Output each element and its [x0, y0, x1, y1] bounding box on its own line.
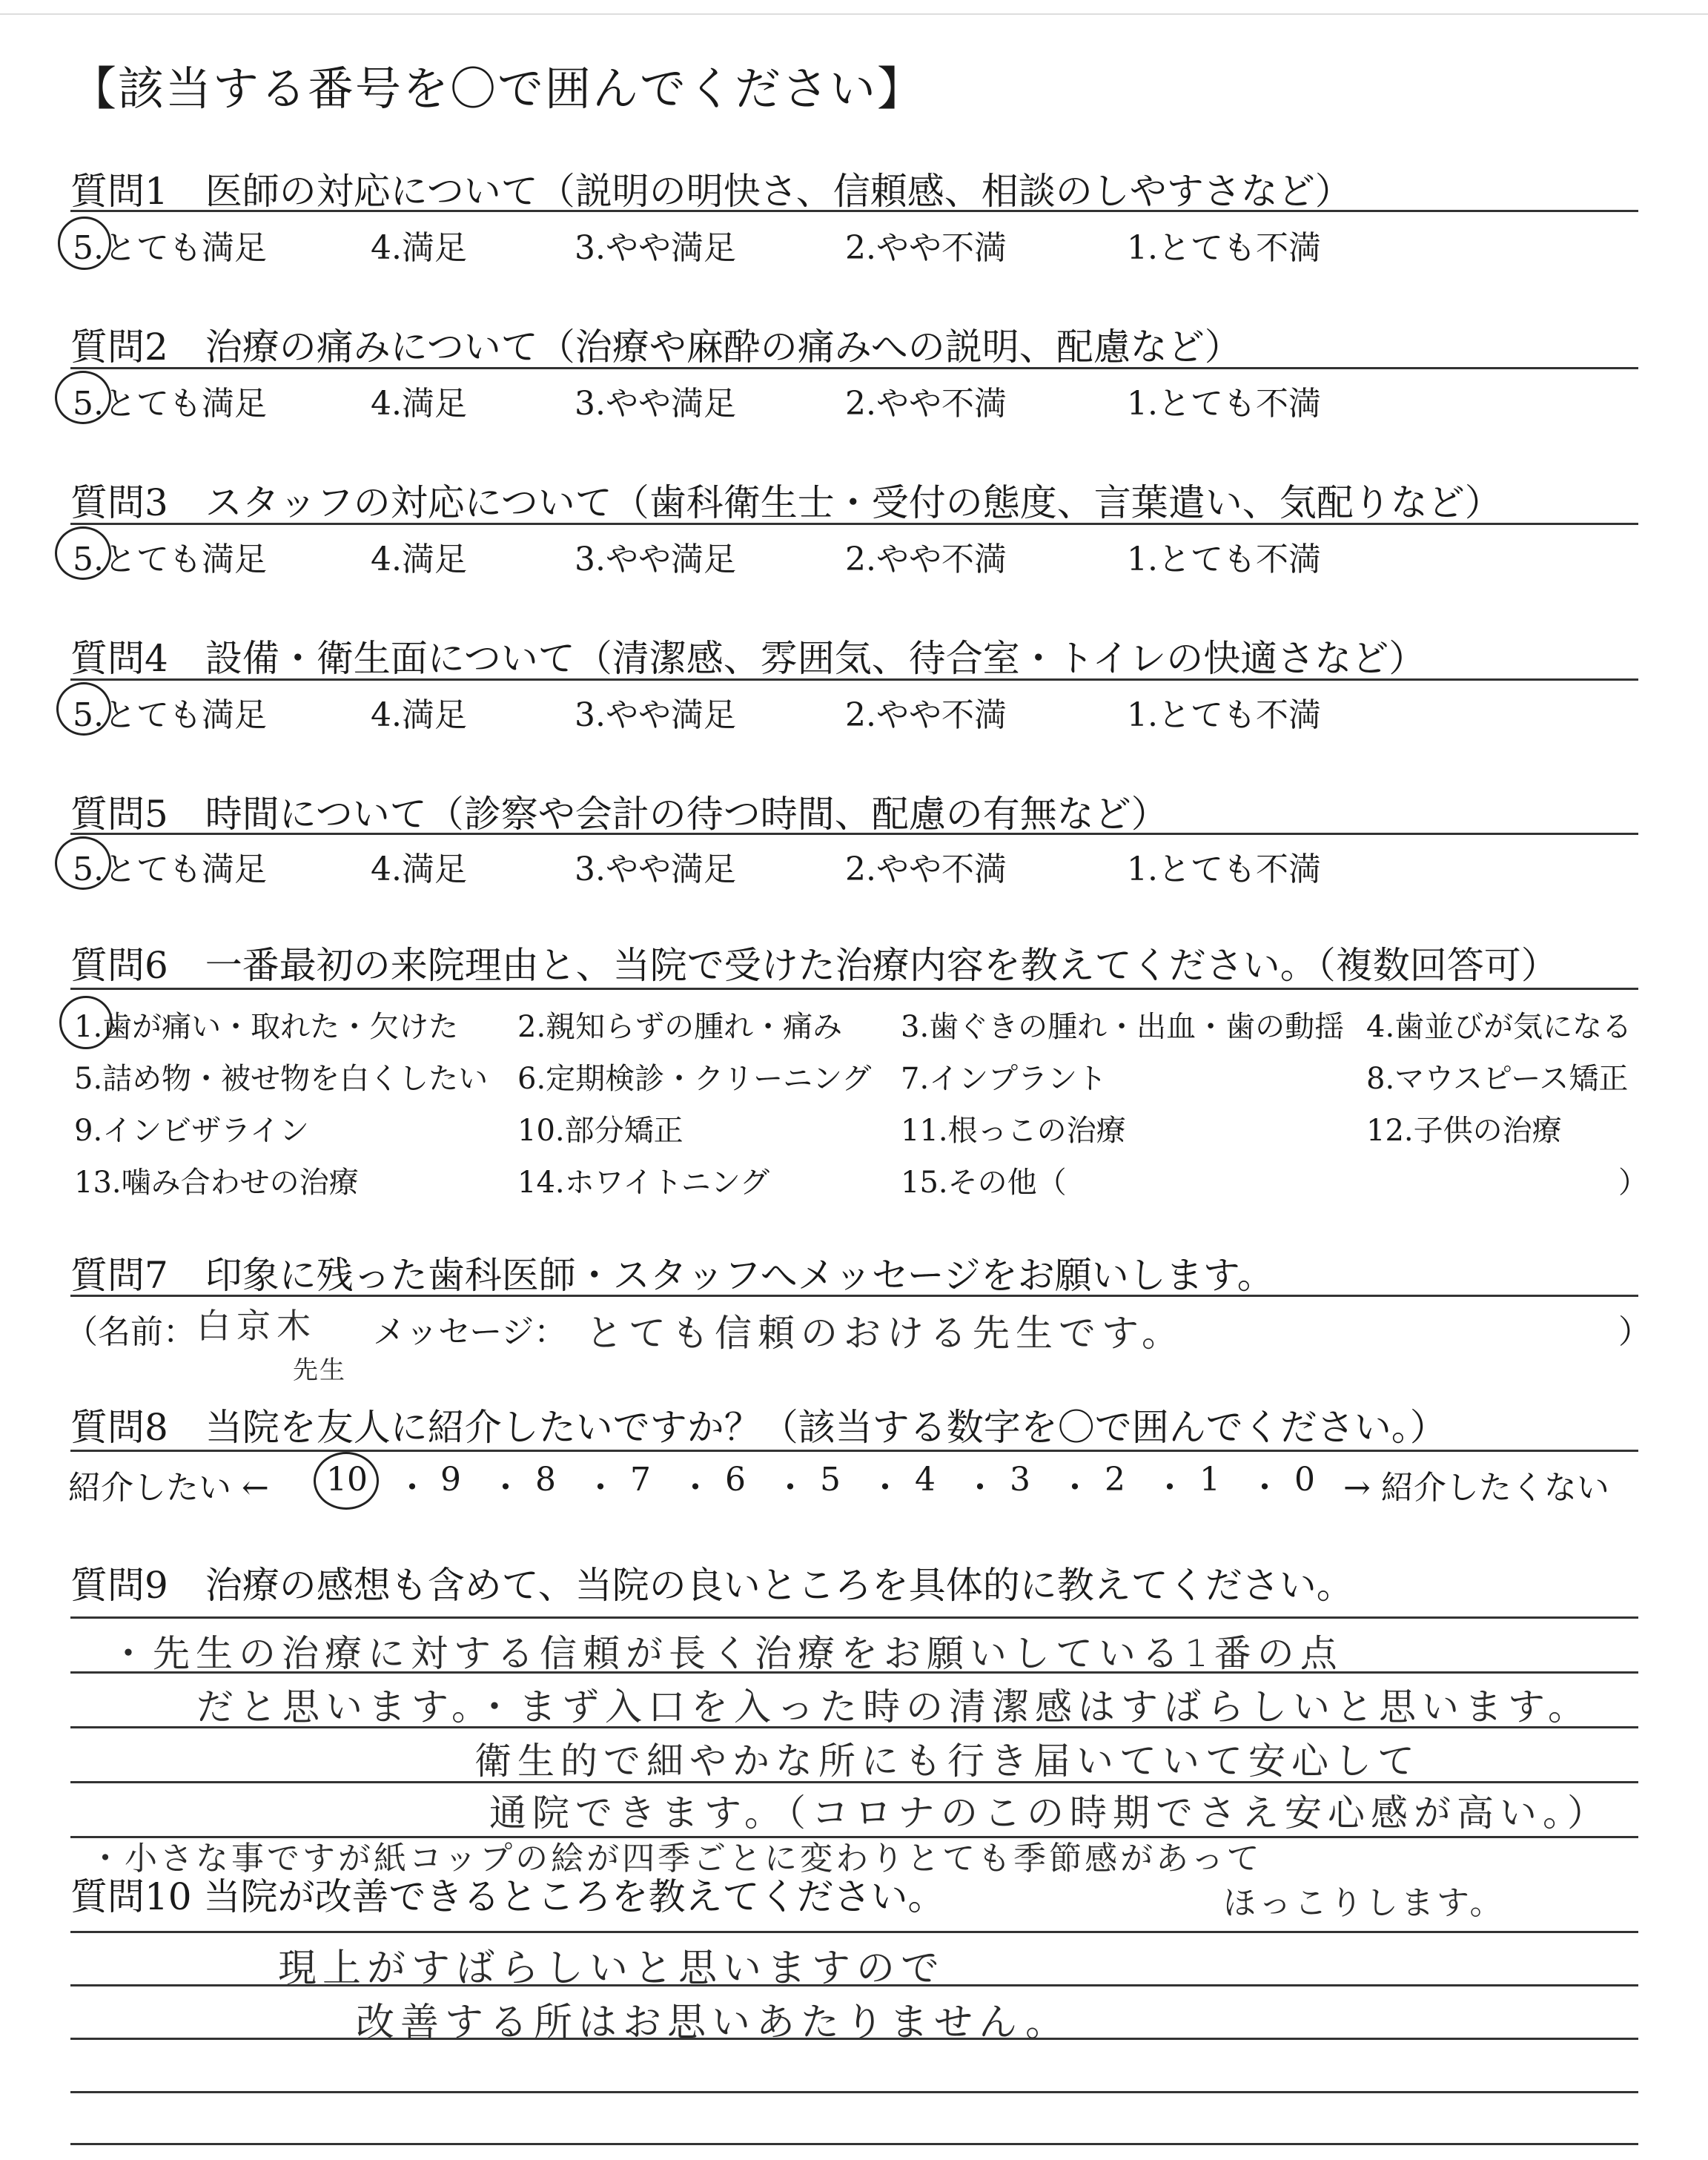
handwritten-answer-line: 改善する所はお思いあたりません。: [356, 2001, 1070, 2045]
scale-dot: ・: [396, 1469, 428, 1507]
selected-circle: [58, 217, 111, 270]
scale-dot: ・: [774, 1469, 807, 1507]
q6-option-6[interactable]: 6.定期検診・クリーニング: [517, 1062, 872, 1096]
selected-circle: [56, 682, 111, 736]
scale-right-label: → 紹介したくない: [1343, 1469, 1609, 1507]
handwritten-answer-line: ・小さな事ですが紙コップの絵が四季ごとに変わりとても季節感があって: [89, 1840, 1262, 1877]
option-5[interactable]: 5.とても満足: [73, 851, 267, 888]
top-edge-line: [0, 13, 1708, 15]
divider: [70, 1295, 1638, 1297]
q6-option-5[interactable]: 5.詰め物・被せ物を白くしたい: [74, 1062, 489, 1096]
answer-line: [70, 1616, 1638, 1619]
scale-left-label: 紹介したい ←: [68, 1469, 269, 1507]
name-suffix: 先生: [293, 1355, 346, 1385]
question-label: 質問10 当院が改善できるところを教えてください。: [70, 1875, 945, 1918]
question-label: 質問9 治療の感想も含めて、当院の良いところを具体的に教えてください。: [70, 1564, 1354, 1607]
option-2[interactable]: 2.やや不満: [845, 851, 1007, 888]
message-value[interactable]: とても信頼のおける先生です。: [586, 1312, 1185, 1355]
q6-option-9[interactable]: 9.インビザライン: [74, 1114, 309, 1148]
option-3[interactable]: 3.やや満足: [575, 696, 736, 734]
selected-circle: [55, 836, 111, 890]
option-1[interactable]: 1.とても不満: [1127, 385, 1321, 423]
option-5[interactable]: 5.とても満足: [73, 696, 267, 734]
scale-dot: ・: [964, 1469, 996, 1507]
question-label: 質問2 治療の痛みについて（治療や麻酔の痛みへの説明、配慮など）: [70, 326, 1242, 369]
q6-option-13[interactable]: 13.噛み合わせの治療: [74, 1166, 359, 1200]
scale-value[interactable]: 8: [535, 1461, 556, 1499]
question-label: 質問1 医師の対応について（説明の明快さ、信頼感、相談のしやすさなど）: [70, 170, 1352, 213]
question-label: 質問3 スタッフの対応について（歯科衛生士・受付の態度、言葉遣い、気配りなど）: [70, 481, 1502, 524]
answer-line: [70, 2143, 1638, 2145]
scale-dot: ・: [1059, 1469, 1091, 1507]
q6-option-10[interactable]: 10.部分矯正: [517, 1114, 683, 1148]
q6-option-1[interactable]: 1.歯が痛い・取れた・欠けた: [74, 1010, 459, 1044]
scale-value[interactable]: 3: [1010, 1461, 1030, 1499]
selected-circle: [314, 1452, 379, 1510]
answer-line: [70, 2091, 1638, 2093]
selected-circle: [55, 371, 111, 424]
q6-option-4[interactable]: 4.歯並びが気になる: [1366, 1010, 1632, 1044]
scale-value[interactable]: 2: [1105, 1461, 1125, 1499]
q6-option-7[interactable]: 7.インプラント: [901, 1062, 1108, 1096]
scale-dot: ・: [584, 1469, 617, 1507]
option-1[interactable]: 1.とても不満: [1127, 851, 1321, 888]
divider: [70, 523, 1638, 525]
question-label: 質問5 時間について（診察や会計の待つ時間、配慮の有無など）: [70, 793, 1168, 836]
name-label: （名前：: [65, 1313, 196, 1351]
page-title: 【該当する番号を〇で囲んでください】: [70, 62, 925, 116]
question-label: 質問6 一番最初の来院理由と、当院で受けた治療内容を教えてください。（複数回答可）: [70, 944, 1558, 987]
scale-value[interactable]: 7: [630, 1461, 651, 1499]
scale-dot: ・: [1153, 1469, 1186, 1507]
scale-value[interactable]: 1: [1199, 1461, 1220, 1499]
selected-circle: [59, 996, 113, 1049]
option-2[interactable]: 2.やや不満: [845, 696, 1007, 734]
scale-value[interactable]: 10: [326, 1461, 368, 1499]
question-label: 質問7 印象に残った歯科医師・スタッフへメッセージをお願いします。: [70, 1254, 1274, 1297]
option-5[interactable]: 5.とても満足: [73, 541, 267, 578]
handwritten-answer-line: 通院できます。（コロナのこの時期でさえ安心感が高い。）: [489, 1791, 1610, 1834]
scale-value[interactable]: 0: [1294, 1461, 1315, 1499]
handwritten-answer-line: ・先生の治療に対する信頼が長く治療をお願いしている1番の点: [110, 1632, 1343, 1675]
scale-dot: ・: [869, 1469, 901, 1507]
q6-other-close: ）: [1618, 1166, 1648, 1200]
question-label: 質問8 当院を友人に紹介したいですか？（該当する数字を〇で囲んでください。）: [70, 1406, 1447, 1449]
option-1[interactable]: 1.とても不満: [1127, 541, 1321, 578]
name-value[interactable]: 白京木: [196, 1306, 317, 1346]
q6-option-8[interactable]: 8.マウスピース矯正: [1366, 1062, 1629, 1096]
q6-option-2[interactable]: 2.親知らずの腫れ・痛み: [517, 1010, 843, 1044]
q6-option-11[interactable]: 11.根っこの治療: [901, 1114, 1126, 1148]
scale-dot: ・: [679, 1469, 712, 1507]
option-4[interactable]: 4.満足: [371, 385, 467, 423]
scale-value[interactable]: 4: [915, 1461, 936, 1499]
divider: [70, 678, 1638, 681]
option-3[interactable]: 3.やや満足: [575, 541, 736, 578]
option-3[interactable]: 3.やや満足: [575, 229, 736, 267]
scale-value[interactable]: 5: [820, 1461, 841, 1499]
handwritten-answer-line: 現上がすばらしいと思いますので: [278, 1946, 946, 1991]
q6-option-12[interactable]: 12.子供の治療: [1366, 1114, 1562, 1148]
option-4[interactable]: 4.満足: [371, 851, 467, 888]
option-2[interactable]: 2.やや不満: [845, 385, 1007, 423]
question-label: 質問4 設備・衛生面について（清潔感、雰囲気、待合室・トイレの快適さなど）: [70, 637, 1426, 680]
divider: [70, 833, 1638, 835]
divider: [70, 1450, 1638, 1452]
scale-dot: ・: [1248, 1469, 1281, 1507]
option-2[interactable]: 2.やや不満: [845, 229, 1007, 267]
scale-dot: ・: [489, 1469, 522, 1507]
option-4[interactable]: 4.満足: [371, 229, 467, 267]
message-label: メッセージ：: [373, 1313, 567, 1351]
option-1[interactable]: 1.とても不満: [1127, 696, 1321, 734]
scale-value[interactable]: 9: [440, 1461, 461, 1499]
option-3[interactable]: 3.やや満足: [575, 851, 736, 888]
handwritten-answer-line: ほっこりします。: [1223, 1884, 1506, 1922]
q6-option-14[interactable]: 14.ホワイトニング: [517, 1166, 770, 1200]
answer-line: [70, 1931, 1638, 1933]
option-4[interactable]: 4.満足: [371, 696, 467, 734]
handwritten-answer-line: 衛生的で細やかな所にも行き届いていて安心して: [474, 1740, 1420, 1783]
q6-option-15[interactable]: 15.その他（: [901, 1166, 1067, 1200]
selected-circle: [55, 526, 111, 580]
option-4[interactable]: 4.満足: [371, 541, 467, 578]
divider: [70, 367, 1638, 369]
option-5[interactable]: 5.とても満足: [73, 229, 267, 267]
message-close: ）: [1618, 1313, 1651, 1351]
handwritten-answer-line: だと思います。・まず入口を入った時の清潔感はすばらしいと思います。: [196, 1685, 1591, 1728]
option-1[interactable]: 1.とても不満: [1127, 229, 1321, 267]
divider: [70, 988, 1638, 990]
scale-value[interactable]: 6: [725, 1461, 746, 1499]
option-3[interactable]: 3.やや満足: [575, 385, 736, 423]
q6-option-3[interactable]: 3.歯ぐきの腫れ・出血・歯の動揺: [901, 1010, 1345, 1044]
divider: [70, 210, 1638, 212]
option-5[interactable]: 5.とても満足: [73, 385, 267, 423]
option-2[interactable]: 2.やや不満: [845, 541, 1007, 578]
